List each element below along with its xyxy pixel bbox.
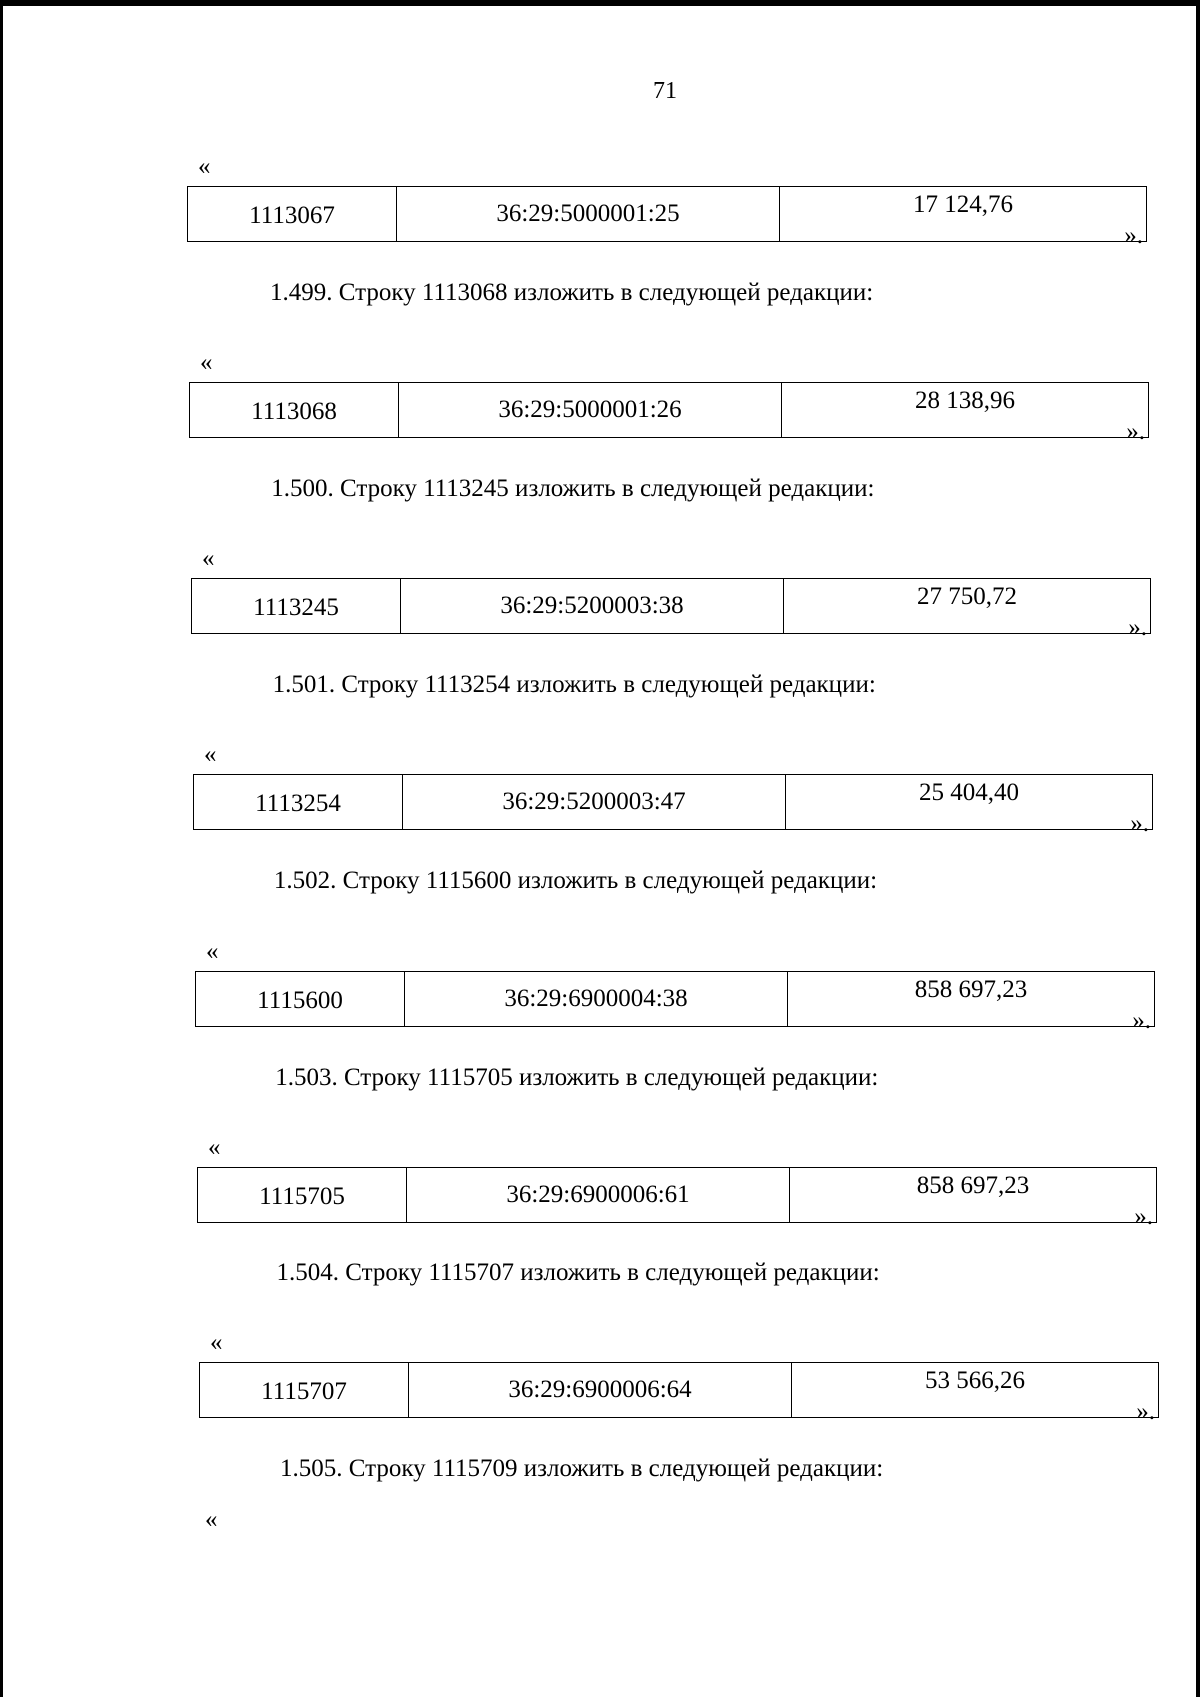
closing-quote: ».: [1128, 614, 1147, 641]
row-table: [187, 186, 1147, 242]
table-row: [198, 1168, 1157, 1223]
opening-quote: «: [206, 938, 219, 965]
table-row: [194, 775, 1153, 830]
cadastral-number-cell: 36:29:5000001:25: [397, 187, 780, 242]
row-table: [189, 382, 1149, 438]
amendment-paragraph: 1.502. Строку 1115600 изложить в следующей редакции:: [273, 867, 878, 894]
row-code-cell: 1115600: [196, 972, 405, 1027]
cadastral-number-cell: 36:29:5200003:38: [401, 579, 784, 634]
table-row: [190, 383, 1149, 438]
cadastral-number-cell: 36:29:6900006:64: [409, 1363, 792, 1418]
opening-quote: «: [205, 1506, 218, 1533]
value-cell: 27 750,72: [784, 579, 1151, 634]
row-table: [193, 774, 1153, 830]
amendment-paragraph: 1.503. Строку 1115705 изложить в следующей редакции:: [275, 1064, 879, 1091]
amendment-paragraph: 1.505. Строку 1115709 изложить в следующей редакции:: [280, 1455, 884, 1482]
row-code-cell: 1113245: [192, 579, 401, 634]
opening-quote: «: [208, 1134, 221, 1161]
amendment-paragraph: 1.500. Строку 1113245 изложить в следующей редакции:: [271, 475, 875, 502]
closing-quote: ».: [1134, 1203, 1153, 1230]
table-row: [192, 579, 1151, 634]
row-code-cell: 1113068: [190, 383, 399, 438]
closing-quote: ».: [1126, 418, 1145, 445]
row-code-cell: 1113067: [188, 187, 397, 242]
closing-quote: ».: [1132, 1007, 1151, 1034]
amendment-paragraph: 1.501. Строку 1113254 изложить в следующей редакции:: [272, 671, 876, 698]
opening-quote: «: [198, 153, 211, 180]
page-number: 71: [653, 78, 677, 104]
amendment-paragraph: 1.499. Строку 1113068 изложить в следующей редакции:: [270, 279, 874, 306]
opening-quote: «: [202, 545, 215, 572]
value-cell: 25 404,40: [786, 775, 1153, 830]
closing-quote: ».: [1136, 1398, 1155, 1425]
opening-quote: «: [210, 1329, 223, 1356]
value-cell: 17 124,76: [780, 187, 1147, 242]
value-cell: 858 697,23: [788, 972, 1155, 1027]
opening-quote: «: [200, 349, 213, 376]
table-row: [188, 187, 1147, 242]
row-table: [195, 971, 1155, 1027]
cadastral-number-cell: 36:29:6900006:61: [407, 1168, 790, 1223]
row-code-cell: 1113254: [194, 775, 403, 830]
opening-quote: «: [204, 741, 217, 768]
table-row: [196, 972, 1155, 1027]
value-cell: 53 566,26: [792, 1363, 1159, 1418]
cadastral-number-cell: 36:29:5200003:47: [403, 775, 786, 830]
value-cell: 858 697,23: [790, 1168, 1157, 1223]
cadastral-number-cell: 36:29:6900004:38: [405, 972, 788, 1027]
amendment-paragraph: 1.504. Строку 1115707 изложить в следующей редакции:: [276, 1259, 880, 1286]
cadastral-number-cell: 36:29:5000001:26: [399, 383, 782, 438]
row-table: [191, 578, 1151, 634]
value-cell: 28 138,96: [782, 383, 1149, 438]
row-code-cell: 1115705: [198, 1168, 407, 1223]
row-table: [197, 1167, 1157, 1223]
table-row: [200, 1363, 1159, 1418]
row-table: [199, 1362, 1159, 1418]
closing-quote: ».: [1130, 810, 1149, 837]
closing-quote: ».: [1124, 222, 1143, 249]
row-code-cell: 1115707: [200, 1363, 409, 1418]
